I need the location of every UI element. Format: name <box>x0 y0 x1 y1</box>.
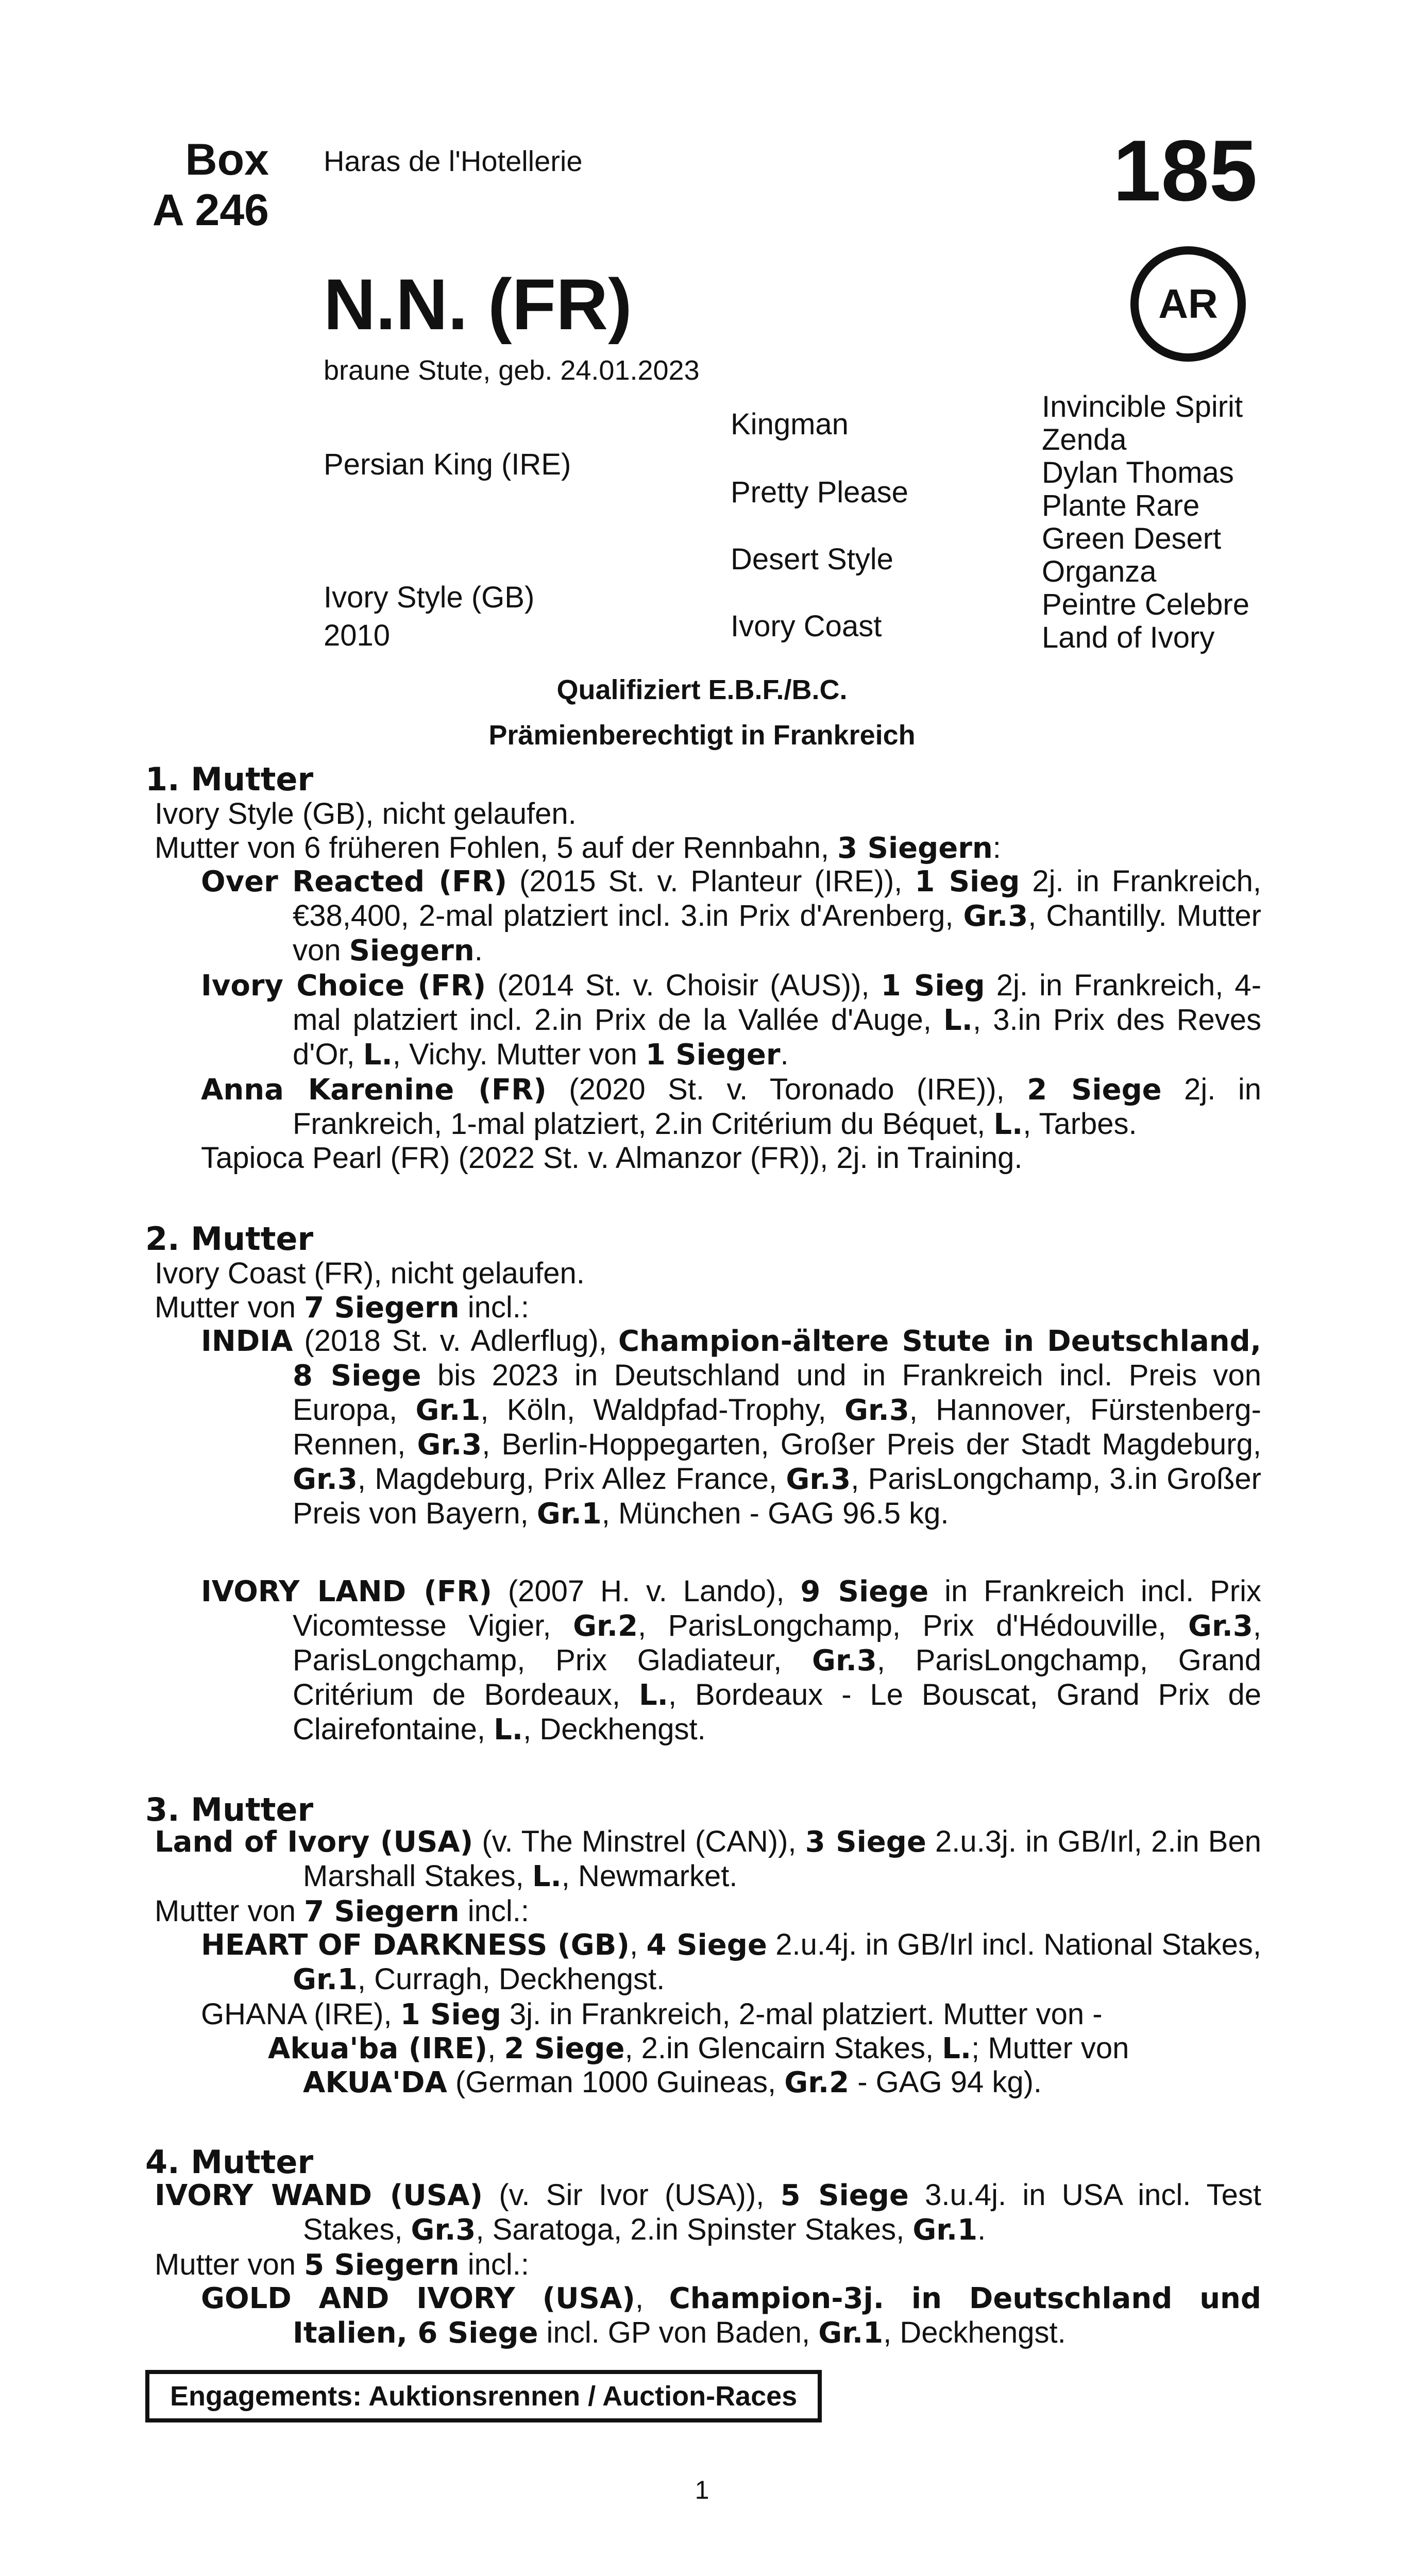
pedigree-great-grandparent: Invincible Spirit <box>1042 390 1243 423</box>
pedigree-dam-year: 2010 <box>324 619 391 652</box>
third-dam-line: Land of Ivory (USA) (v. The Minstrel (CAN)), 3 Siege 2.u.3j. in GB/Irl, 2.in Ben Marshall Stakes, L., Newmarket. <box>155 1825 1261 1893</box>
entry-ivory-land: IVORY LAND (FR) (2007 H. v. Lando), 9 Siege in Frankreich incl. Prix Vicomtesse Vigier, Gr.2, ParisLongchamp, Prix d'Hédouville, Gr.3, ParisLongchamp, Prix Gladiateur, Gr.3, ParisLongchamp, Grand Critérium de Bordeaux, L., Bordeaux - Le Bouscat, Grand Prix de Clairefontaine, L., Deckhengst. <box>201 1574 1262 1747</box>
pedigree-great-grandparent: Dylan Thomas <box>1042 456 1234 489</box>
pedigree-grandparent: Desert Style <box>731 543 893 576</box>
fourth-dam-line: IVORY WAND (USA) (v. Sir Ivor (USA)), 5 Siege 3.u.4j. in USA incl. Test Stakes, Gr.3, Saratoga, 2.in Spinster Stakes, Gr.1. <box>155 2178 1261 2247</box>
entry-akuaba: Akua'ba (IRE), 2 Siege, 2.in Glencairn Stakes, L.; Mutter von <box>268 2031 1129 2065</box>
section-heading-3: 3. Mutter <box>145 1791 314 1828</box>
section-heading-2: 2. Mutter <box>145 1220 314 1258</box>
pedigree-great-grandparent: Peintre Celebre <box>1042 588 1249 621</box>
second-dam-line: Ivory Coast (FR), nicht gelaufen. <box>155 1257 585 1290</box>
ar-badge-label: AR <box>1158 281 1218 327</box>
pedigree-great-grandparent: Organza <box>1042 555 1157 588</box>
second-dam-produce: Mutter von 7 Siegern incl.: <box>155 1291 530 1325</box>
entry-anna-karenine: Anna Karenine (FR) (2020 St. v. Toronado (IRE)), 2 Siege 2j. in Frankreich, 1-mal platziert, 2.in Critérium du Béquet, L., Tarbes. <box>201 1073 1261 1141</box>
section-heading-1: 1. Mutter <box>145 760 314 798</box>
lot-number: 185 <box>1113 122 1258 219</box>
consignor: Haras de l'Hotellerie <box>324 145 583 177</box>
horse-description: braune Stute, geb. 24.01.2023 <box>324 355 700 386</box>
entry-ghana: GHANA (IRE), 1 Sieg 3j. in Frankreich, 2-mal platziert. Mutter von - <box>201 1997 1103 2031</box>
first-dam-line: Ivory Style (GB), nicht gelaufen. <box>155 797 577 831</box>
box-title: Box <box>185 135 269 184</box>
entry-gold-and-ivory: GOLD AND IVORY (USA), Champion-3j. in Deutschland und Italien, 6 Siege incl. GP von Baden, Gr.1, Deckhengst. <box>201 2281 1262 2350</box>
fourth-dam-produce: Mutter von 5 Siegern incl.: <box>155 2248 530 2282</box>
pedigree-grandparent: Kingman <box>731 408 849 441</box>
entry-tapioca-pearl: Tapioca Pearl (FR) (2022 St. v. Almanzor (FR)), 2j. in Training. <box>201 1141 1023 1175</box>
page-number: 1 <box>695 2476 709 2504</box>
first-dam-produce: Mutter von 6 früheren Fohlen, 5 auf der Rennbahn, 3 Siegern: <box>155 831 1001 865</box>
box-label <box>149 137 269 234</box>
pedigree-dam: Ivory Style (GB) <box>324 581 535 614</box>
entry-heart-of-darkness: HEART OF DARKNESS (GB), 4 Siege 2.u.4j. in GB/Irl incl. National Stakes, Gr.1, Curragh, Deckhengst. <box>201 1928 1261 1996</box>
qualification-premium: Prämienberechtigt in Frankreich <box>488 720 916 751</box>
qualification-ebf: Qualifiziert E.B.F./B.C. <box>556 674 848 705</box>
horse-name: N.N. (FR) <box>324 264 632 345</box>
pedigree-sire: Persian King (IRE) <box>324 448 571 481</box>
entry-akuada: AKUA'DA (German 1000 Guineas, Gr.2 - GAG 94 kg). <box>303 2065 1042 2099</box>
pedigree-great-grandparent: Zenda <box>1042 423 1127 456</box>
third-dam-produce: Mutter von 7 Siegern incl.: <box>155 1894 530 1928</box>
pedigree-great-grandparent: Green Desert <box>1042 522 1222 555</box>
pedigree-grandparent: Pretty Please <box>731 476 908 509</box>
pedigree-great-grandparent: Land of Ivory <box>1042 621 1215 654</box>
engagements-box: Engagements: Auktionsrennen / Auction-Races <box>145 2370 822 2422</box>
box-number: A 246 <box>152 185 269 235</box>
entry-over-reacted: Over Reacted (FR) (2015 St. v. Planteur (IRE)), 1 Sieg 2j. in Frankreich, €38,400, 2-mal platziert incl. 3.in Prix d'Arenberg, Gr.3, Chantilly. Mutter von Siegern. <box>201 865 1262 968</box>
entry-ivory-choice: Ivory Choice (FR) (2014 St. v. Choisir (AUS)), 1 Sieg 2j. in Frankreich, 4-mal platziert incl. 2.in Prix de la Vallée d'Auge, L., 3.in Prix des Reves d'Or, L., Vichy. Mutter von 1 Sieger. <box>201 969 1262 1072</box>
pedigree-great-grandparents <box>1042 391 1249 654</box>
section-heading-4: 4. Mutter <box>145 2143 314 2181</box>
ar-badge <box>1130 246 1246 362</box>
pedigree-great-grandparent: Plante Rare <box>1042 489 1200 522</box>
entry-india: INDIA (2018 St. v. Adlerflug), Champion-ältere Stute in Deutschland, 8 Siege bis 2023 in Deutschland und in Frankreich incl. Preis von Europa, Gr.1, Köln, Waldpfad-Trophy, Gr.3, Hannover, Fürstenberg-Rennen, Gr.3, Berlin-Hoppegarten, Großer Preis der Stadt Magdeburg, Gr.3, Magdeburg, Prix Allez France, Gr.3, ParisLongchamp, 3.in Großer Preis von Bayern, Gr.1, München - GAG 96.5 kg. <box>201 1324 1262 1531</box>
pedigree-grandparent: Ivory Coast <box>731 609 882 643</box>
